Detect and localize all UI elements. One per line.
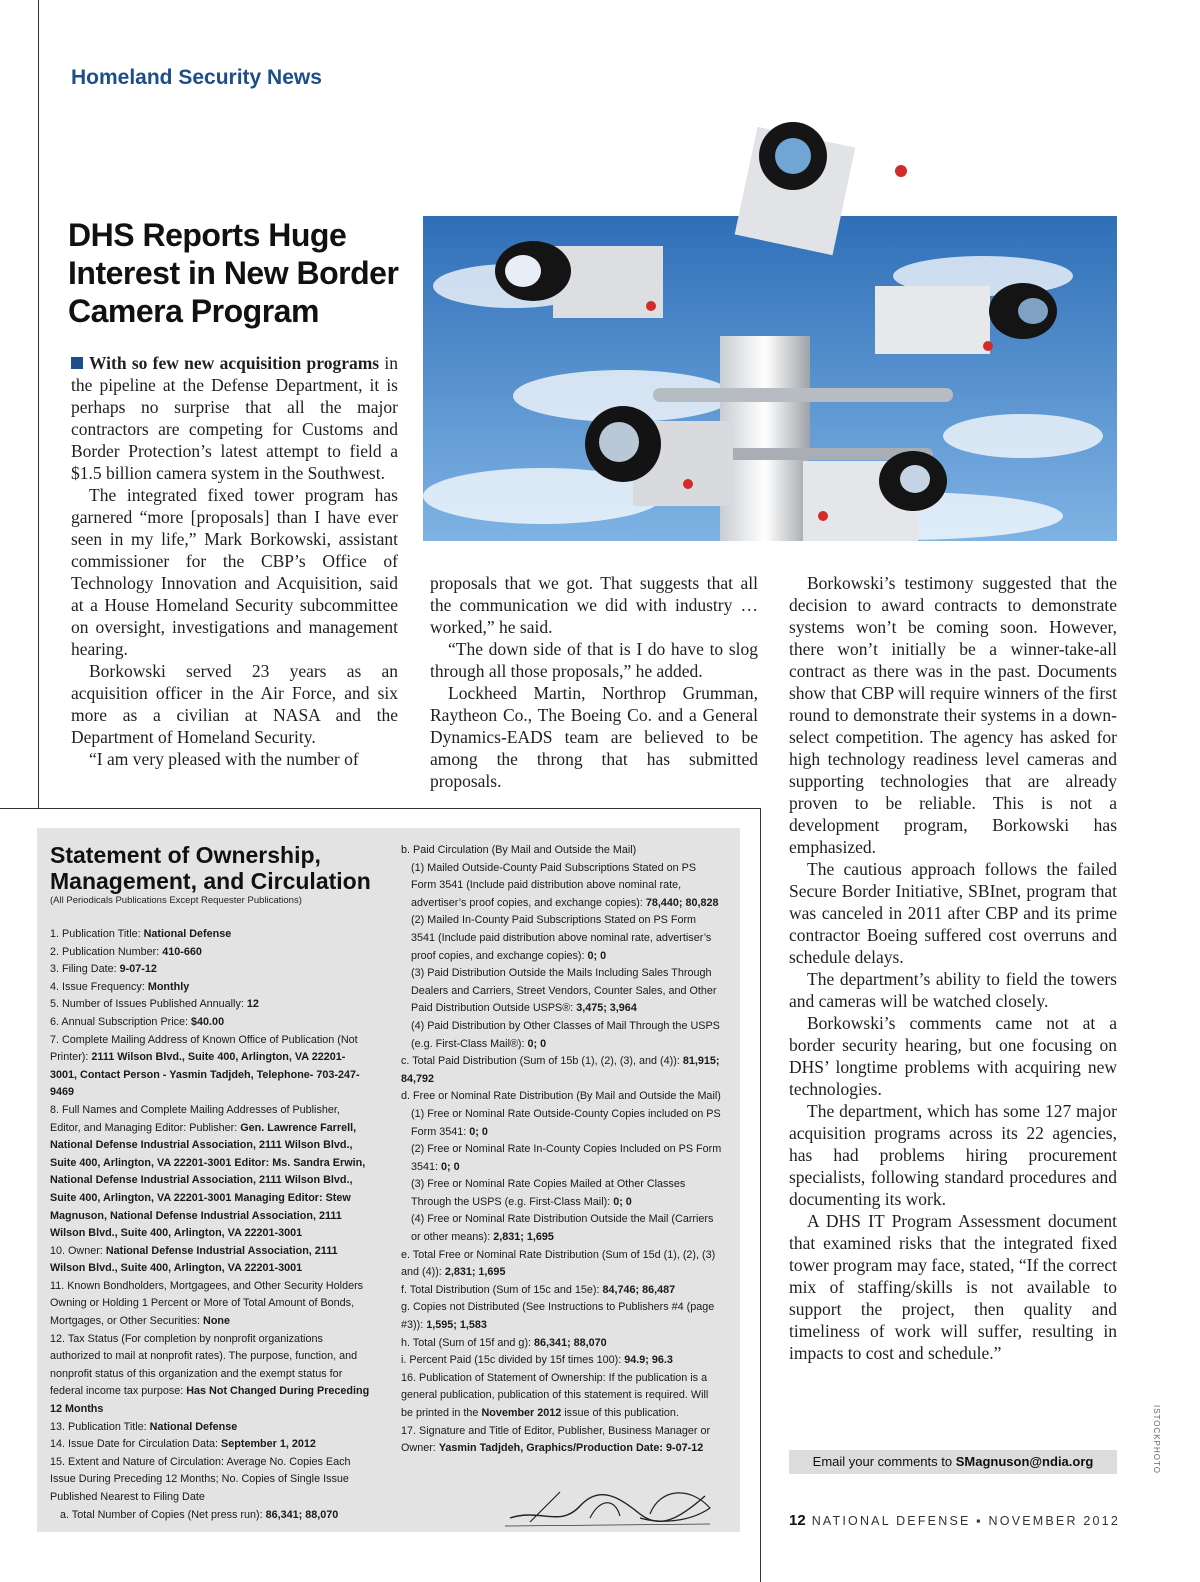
paragraph: “I am very pleased with the number of <box>89 749 359 769</box>
statement-item-label: 6. Annual Subscription Price: <box>50 1015 192 1028</box>
statement-item-label: a. Total Number of Copies (Net press run): <box>60 1508 266 1521</box>
statement-item-value: Gen. Lawrence Farrell, National Defense Industrial Association, 2111 Wilson Blvd., Suite 400, Arlington, VA 22201-3001 Editor: Ms. Sandra Erwin, National Defense Industrial Association, 2111 Wilson Blvd., Suite 400, Arlington, VA 22201-3001 Managing Editor: Stew Magnuson, National Defense Industrial Association, 2111 Wilson Blvd., Suite 400, Arlington, VA 22201-3001 <box>50 1121 366 1240</box>
statement-item-value: None <box>203 1315 231 1328</box>
statement-item <box>401 1423 723 1458</box>
statement-item-value: 0; 0 <box>469 1125 488 1138</box>
paragraph: proposals that we got. That suggests that all the communication we did with industry … worked,” he said. <box>430 573 758 637</box>
signature <box>500 1478 720 1534</box>
statement-item-value: 410-660 <box>162 945 202 958</box>
statement-item-label: 5. Number of Issues Published Annually: <box>50 998 247 1011</box>
statement-item <box>401 1352 723 1370</box>
statement-item <box>401 1370 723 1423</box>
statement-item <box>401 1282 723 1300</box>
statement-item <box>50 1032 370 1102</box>
statement-item-value: Yasmin Tadjdeh, Graphics/Production Date: 9-07-12 <box>438 1442 704 1455</box>
photo-credit: ISTOCKPHOTO <box>1152 1405 1161 1474</box>
statement-item-value: 0; 0 <box>527 1037 547 1050</box>
statement-item <box>50 1278 370 1331</box>
statement-item-suffix: issue of this publication. <box>561 1407 679 1419</box>
statement-item-label: d. Free or Nominal Rate Distribution (By Mail and Outside the Mail) <box>401 1090 721 1103</box>
statement-item-label: 17. Signature and Title of Editor, Publisher, Business Manager or Owner: <box>401 1424 711 1455</box>
article-column-3 <box>789 572 1117 1364</box>
statement-item-label: e. Total Free or Nominal Rate Distribution (Sum of 15d (1), (2), (3) and (4)): <box>401 1248 716 1279</box>
email-prefix: Email your comments to <box>812 1454 953 1469</box>
statement-item <box>50 1454 370 1507</box>
statement-item-label: 12. Tax Status (For completion by nonprofit organizations authorized to mail at nonprofit rates). The purpose, function, and nonprofit status of this organization and the exempt status for federal income tax purpose: <box>50 1332 358 1398</box>
statement-item <box>50 979 370 997</box>
statement-item-value: 12 <box>246 998 259 1011</box>
statement-item-label: (4) Paid Distribution by Other Classes of Mail Through the USPS (e.g. First-Class Mail®): <box>411 1019 720 1050</box>
statement-item-label: h. Total (Sum of 15f and g): <box>401 1336 535 1349</box>
statement-item <box>401 1247 723 1282</box>
statement-item-label: f. Total Distribution (Sum of 15c and 15e): <box>401 1283 603 1296</box>
statement-title: Statement of Ownership, Management, and Circulation <box>50 842 371 894</box>
statement-item-value: 86,341; 88,070 <box>534 1336 607 1349</box>
statement-item <box>50 1102 370 1243</box>
statement-item <box>401 1053 723 1088</box>
surveillance-cameras-photo <box>423 216 1117 541</box>
statement-item <box>401 1335 723 1353</box>
page-number: 12 <box>789 1512 806 1529</box>
statement-item-label: (1) Mailed Outside-County Paid Subscriptions Stated on PS Form 3541 (Include paid distribution above nominal rate, advertiser’s proof copies, and exchange copies): <box>411 861 697 909</box>
statement-item-value: Has Not Changed During Preceding 12 Months <box>50 1385 370 1416</box>
paragraph: “The down side of that is I do have to slog through all those proposals,” he added. <box>430 639 758 681</box>
paragraph: The cautious approach follows the failed Secure Border Initiative, SBInet, program that was canceled in 2011 after CBP and its prime contractor Boeing suffered cost overruns and schedule delays. <box>789 859 1117 967</box>
statement-item-value: 81,915; 84,792 <box>401 1055 720 1085</box>
statement-subtitle: (All Periodicals Publications Except Requester Publications) <box>50 895 302 906</box>
statement-item <box>401 1176 723 1211</box>
section-heading: Homeland Security News <box>71 66 322 89</box>
statement-item-value: 2111 Wilson Blvd., Suite 400, Arlington, VA 22201-3001, Contact Person - Yasmin Tadjdeh, Telephone- 703-247-9469 <box>50 1051 360 1099</box>
statement-item <box>50 996 370 1014</box>
statement-item-value: $40.00 <box>191 1015 225 1028</box>
statement-item <box>50 926 370 944</box>
statement-item <box>50 1243 370 1278</box>
page-folio <box>789 1512 1120 1529</box>
statement-item-label: 8. Full Names and Complete Mailing Addresses of Publisher, Editor, and Managing Editor: Publisher: <box>50 1103 340 1134</box>
box-right-rule <box>760 808 761 1582</box>
lead-square-icon <box>71 357 83 369</box>
paragraph: The integrated fixed tower program has garnered “more [proposals] than I have ever seen in my life,” Mark Borkowski, assistant commissioner for the CBP’s Office of Technology Innovation and Acquisition, said at a House Homeland Security subcommittee on oversight, investigations and management hearing. <box>71 485 398 659</box>
paragraph: Lockheed Martin, Northrop Grumman, Raytheon Co., The Boeing Co. and a General Dynamics-EADS team are believed to be among the throng that has submitted proposals. <box>430 683 758 791</box>
issue-date: NOVEMBER 2012 <box>988 1514 1120 1528</box>
paragraph: Borkowski’s comments came not at a border security hearing, but one focusing on DHS’ longtime problems with acquiring new technologies. <box>789 1013 1117 1099</box>
statement-item-value: 2,831; 1,695 <box>444 1266 506 1279</box>
statement-item-value: 94.9; 96.3 <box>624 1354 673 1367</box>
folio-separator: ▪ <box>976 1514 983 1528</box>
statement-item-label: 10. Owner: <box>50 1244 106 1257</box>
statement-item-label: 3. Filing Date: <box>50 963 120 976</box>
paragraph: Borkowski’s testimony suggested that the decision to award contracts to demonstrate systems won’t be coming soon. However, there won’t initially be a winner-take-all contract as there was in the past. Documents show that CBP will require winners of the first round to demonstrate their systems in a down-select competition. The agency has asked for high technology readiness level cameras and supporting technologies that are already proven to be reliable. This is not a development program, Borkowski has emphasized. <box>789 573 1117 857</box>
statement-item-label: (2) Mailed In-County Paid Subscriptions Stated on PS Form 3541 (Include paid distribution above nominal rate, advertiser’s proof copies, and exchange copies): <box>411 914 712 962</box>
email-comments-bar <box>789 1450 1117 1474</box>
statement-item <box>401 860 723 913</box>
statement-item-label: 2. Publication Number: <box>50 945 163 958</box>
statement-item-value: September 1, 2012 <box>221 1438 316 1451</box>
paragraph: in the pipeline at the Defense Department, it is perhaps no surprise that all the major contractors are competing for Customs and Border Protection’s latest attempt to field a $1.5 billion camera system in the Southwest. <box>71 353 398 483</box>
statement-item-value: 3,475; 3,964 <box>576 1002 637 1015</box>
statement-item-label: 1. Publication Title: <box>50 928 144 940</box>
statement-item-label: 14. Issue Date for Circulation Data: <box>50 1438 222 1451</box>
statement-item-label: b. Paid Circulation (By Mail and Outside the Mail) <box>401 844 637 856</box>
statement-item-label: g. Copies not Distributed (See Instructions to Publishers #4 (page #3)): <box>401 1301 715 1332</box>
statement-item-label: (4) Free or Nominal Rate Distribution Outside the Mail (Carriers or other means): <box>411 1213 714 1244</box>
statement-item <box>401 1211 723 1246</box>
statement-item-value: 78,440; 80,828 <box>645 896 719 909</box>
statement-item-label: 13. Publication Title: <box>50 1420 150 1433</box>
statement-item <box>401 912 723 965</box>
statement-item-value: 84,746; 86,487 <box>602 1283 676 1296</box>
statement-item <box>401 965 723 1018</box>
statement-item-value: 0; 0 <box>441 1160 460 1173</box>
statement-item <box>50 1014 370 1032</box>
statement-item-value: 1,595; 1,583 <box>426 1319 487 1332</box>
statement-item-value: 0; 0 <box>587 949 607 962</box>
statement-item <box>50 1419 370 1437</box>
paragraph: The department, which has some 127 major acquisition programs across its 22 agencies, has had problems hiring procurement specialists, following standard procedures and documenting its work. <box>789 1101 1117 1209</box>
statement-item <box>50 961 370 979</box>
statement-item-label: c. Total Paid Distribution (Sum of 15b (1), (2), (3), and (4)): <box>401 1055 683 1068</box>
paragraph: A DHS IT Program Assessment document that examined risks that the integrated fixed tower program may face, stated, “If the correct mix of staffing/skills is not available to support the project, then quality and timeliness of work will suffer, resulting in impacts to cost and schedule.” <box>789 1211 1117 1363</box>
statement-item <box>50 1507 370 1525</box>
statement-item-label: 4. Issue Frequency: <box>50 980 148 993</box>
statement-item-value: National Defense Industrial Association, 2111 Wilson Blvd., Suite 400, Arlington, VA 22201-3001 <box>50 1244 338 1275</box>
statement-item-label: 15. Extent and Nature of Circulation: Average No. Copies Each Issue During Preceding 12 Months; No. Copies of Single Issue Published Nearest to Filing Date <box>50 1455 351 1503</box>
statement-item-label: 16. Publication of Statement of Ownership: If the publication is a general publication, publication of this statement is required. Will be printed in the <box>401 1371 709 1419</box>
statement-item <box>50 1331 370 1419</box>
statement-item <box>401 1141 723 1176</box>
statement-item <box>401 1106 723 1141</box>
statement-item <box>401 1088 723 1106</box>
publication-name: NATIONAL DEFENSE <box>811 1514 971 1528</box>
statement-item-label: (3) Paid Distribution Outside the Mails Including Sales Through Dealers and Carriers, Street Vendors, Counter Sales, and Other Paid Distribution Outside USPS®: <box>411 967 717 1015</box>
statement-item <box>401 842 723 860</box>
statement-item-label: (1) Free or Nominal Rate Outside-County Copies included on PS Form 3541: <box>411 1107 721 1138</box>
paragraph: The department’s ability to field the towers and cameras will be watched closely. <box>789 969 1117 1011</box>
statement-item-value: Monthly <box>147 980 190 993</box>
article-headline: DHS Reports Huge Interest in New Border Camera Program <box>68 217 399 329</box>
statement-item <box>50 1436 370 1454</box>
left-rule <box>38 0 39 808</box>
article-column-2 <box>430 572 758 792</box>
statement-item-value: 0; 0 <box>613 1195 632 1208</box>
paragraph: Borkowski served 23 years as an acquisition officer in the Air Force, and six more as a civilian at NASA and the Department of Homeland Security. <box>71 661 398 747</box>
statement-item-value: 2,831; 1,695 <box>493 1231 554 1244</box>
article-column-1 <box>71 352 398 770</box>
statement-item-value: National Defense <box>143 928 232 940</box>
statement-right-column <box>401 842 723 1458</box>
email-link[interactable]: SMagnuson@ndia.org <box>955 1454 1094 1469</box>
statement-left-column <box>50 926 370 1524</box>
statement-item-label: (2) Free or Nominal Rate In-County Copies Included on PS Form 3541: <box>411 1143 722 1173</box>
box-top-rule <box>0 808 761 809</box>
statement-item-label: 7. Complete Mailing Address of Known Office of Publication (Not Printer): <box>50 1033 358 1064</box>
statement-item-label: 11. Known Bondholders, Mortgagees, and Other Security Holders Owning or Holding 1 Percent or More of Total Amount of Bonds, Mortgages, or Other Securities: <box>50 1279 364 1328</box>
statement-item <box>401 1299 723 1334</box>
statement-item-label: (3) Free or Nominal Rate Copies Mailed at Other Classes Through the USPS (e.g. First-Class Mail): <box>411 1178 686 1208</box>
statement-item-value: 86,341; 88,070 <box>265 1508 339 1521</box>
statement-item-value: November 2012 <box>481 1407 562 1419</box>
lead-in: With so few new acquisition programs <box>89 353 380 373</box>
statement-item-value: 9-07-12 <box>119 963 157 976</box>
statement-item <box>50 944 370 962</box>
statement-item <box>401 1018 723 1053</box>
statement-item-value: National Defense <box>149 1420 238 1433</box>
statement-item-label: i. Percent Paid (15c divided by 15f times 100): <box>401 1354 625 1367</box>
